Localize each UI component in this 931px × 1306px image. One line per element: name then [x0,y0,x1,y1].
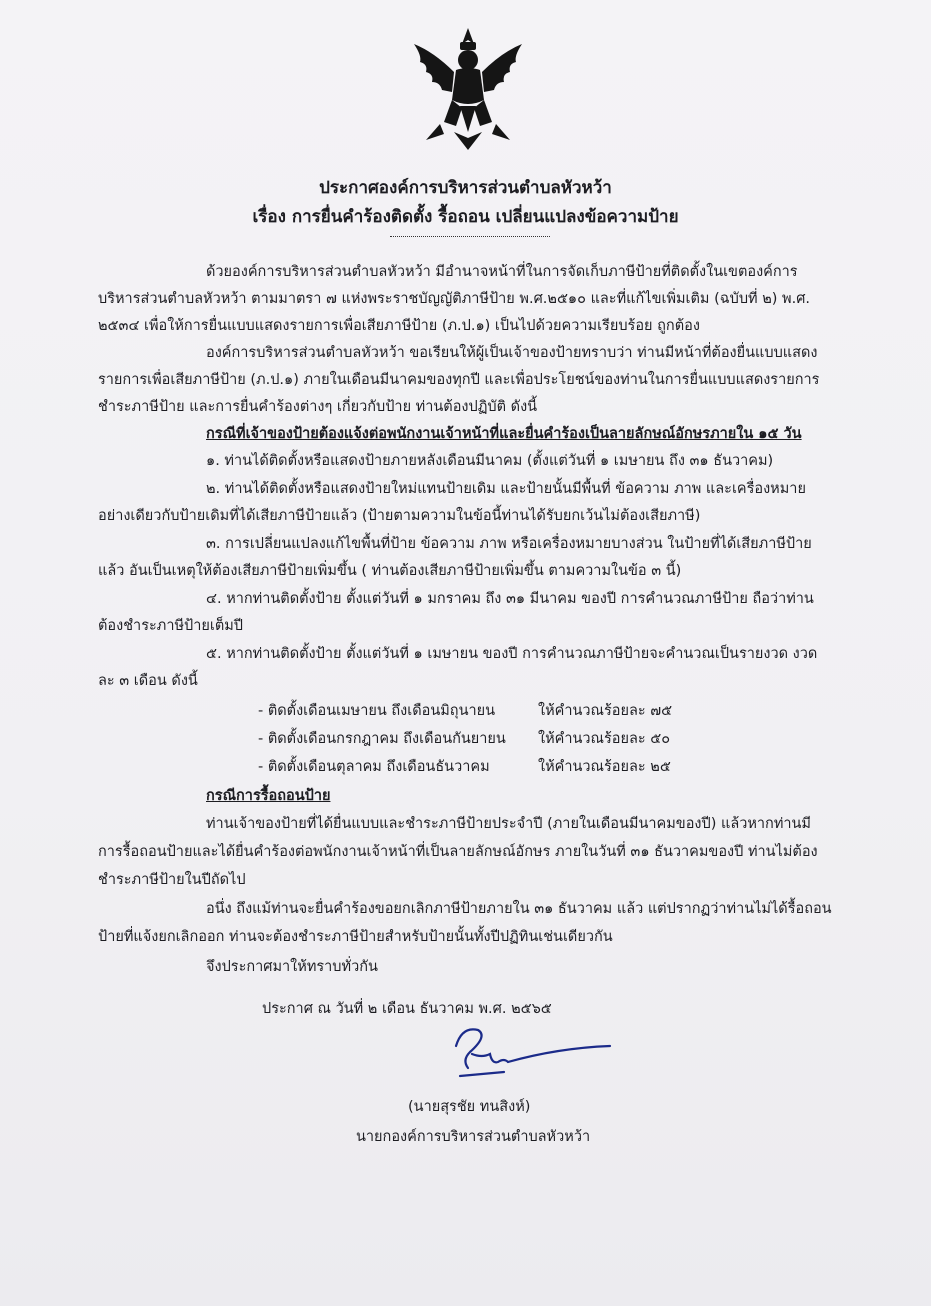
schedule-rate-3: ให้คำนวณร้อยละ ๒๕ [538,759,671,775]
closing-line: จึงประกาศมาให้ทราบทั่วกัน [206,959,378,975]
notice-line-2: รายการเพื่อเสียภาษีป้าย (ภ.ป.๑) ภายในเดือนมีนาคมของทุกปี และเพื่อประโยชน์ของท่านในการยื่นแบบแสดงรายการ [98,372,820,388]
item-4-line-2: ต้องชำระภาษีป้ายเต็มปี [98,618,243,634]
case2-heading: กรณีการรื้อถอนป้าย [206,788,331,804]
item-4-line-1: ๔. หากท่านติดตั้งป้าย ตั้งแต่วันที่ ๑ มกราคม ถึง ๓๑ มีนาคม ของปี การคำนวณภาษีป้าย ถือว่าท่าน [206,591,814,607]
removal-line-2: การรื้อถอนป้ายและได้ยื่นคำร้องต่อพนักงานเจ้าหน้าที่เป็นลายลักษณ์อักษร ภายในวันที่ ๓๑ ธันวาคมของปี ท่านไม่ต้อง [98,844,818,860]
case1-heading: กรณีที่เจ้าของป้ายต้องแจ้งต่อพนักงานเจ้าหน้าที่และยื่นคำร้องเป็นลายลักษณ์อักษรภายใน ๑๕ วัน [206,426,802,442]
item-5-line-1: ๕. หากท่านติดตั้งป้าย ตั้งแต่วันที่ ๑ เมษายน ของปี การคำนวณภาษีป้ายจะคำนวณเป็นรายงวด งวด [206,646,818,662]
item-3-line-1: ๓. การเปลี่ยนแปลงแก้ไขพื้นที่ป้าย ข้อความ ภาพ หรือเครื่องหมายบางส่วน ในป้ายที่ได้เสียภาษีป้าย [206,536,812,552]
schedule-period-2: - ติดตั้งเดือนกรกฎาคม ถึงเดือนกันยายน [258,731,506,747]
intro-line-1: ด้วยองค์การบริหารส่วนตำบลหัวหว้า มีอำนาจหน้าที่ในการจัดเก็บภาษีป้ายที่ติดตั้งในเขตองค์การ [206,264,798,280]
schedule-period-1: - ติดตั้งเดือนเมษายน ถึงเดือนมิถุนายน [258,703,496,719]
item-1: ๑. ท่านได้ติดตั้งหรือแสดงป้ายภายหลังเดือนมีนาคม (ตั้งแต่วันที่ ๑ เมษายน ถึง ๓๑ ธันวาคม) [206,453,774,469]
announcement-title: ประกาศองค์การบริหารส่วนตำบลหัวหว้า [319,178,612,198]
schedule-rate-2: ให้คำนวณร้อยละ ๕๐ [538,731,671,747]
item-2-line-1: ๒. ท่านได้ติดตั้งหรือแสดงป้ายใหม่แทนป้ายเดิม และป้ายนั้นมีพื้นที่ ข้อความ ภาพ และเครื่องหมาย [206,481,806,497]
garuda-emblem-icon [404,22,532,154]
item-2-line-2: อย่างเดียวกับป้ายเดิมที่ได้เสียภาษีป้ายแล้ว (ป้ายตามความในข้อนี้ท่านได้รับยกเว้นไม่ต้องเสียภาษี) [98,508,701,524]
removal-line-3: ชำระภาษีป้ายในปีถัดไป [98,872,246,888]
schedule-period-3: - ติดตั้งเดือนตุลาคม ถึงเดือนธันวาคม [258,759,490,775]
notice-line-1: องค์การบริหารส่วนตำบลหัวหว้า ขอเรียนให้ผู้เป็นเจ้าของป้ายทราบว่า ท่านมีหน้าที่ต้องยื่นแบบแสดง [206,345,818,361]
removal-line-1: ท่านเจ้าของป้ายที่ได้ยื่นแบบและชำระภาษีป้ายประจำปี (ภายในเดือนมีนาคมของปี) แล้วหากท่านมี [206,816,811,832]
notice-line-3: ชำระภาษีป้าย และการยื่นคำร้องต่างๆ เกี่ยวกับป้าย ท่านต้องปฏิบัติ ดังนี้ [98,399,538,415]
item-3-line-2: แล้ว อันเป็นเหตุให้ต้องเสียภาษีป้ายเพิ่มขึ้น ( ท่านต้องเสียภาษีป้ายเพิ่มขึ้น ตามความในข้อ ๓ นี้) [98,563,682,579]
note-line-1: อนึ่ง ถึงแม้ท่านจะยื่นคำร้องขอยกเลิกภาษีป้ายภายใน ๓๑ ธันวาคม แล้ว แต่ปรากฏว่าท่านไม่ได้รื้อถอน [206,901,832,917]
announcement-subject: เรื่อง การยื่นคำร้องติดตั้ง รื้อถอน เปลี่ยนแปลงข้อความป้าย [252,207,679,227]
note-line-2: ป้ายที่แจ้งยกเลิกออก ท่านจะต้องชำระภาษีป้ายสำหรับป้ายนั้นทั้งปีปฏิทินเช่นเดียวกัน [98,929,613,945]
signer-position: นายกองค์การบริหารส่วนตำบลหัวหว้า [356,1129,591,1145]
dotted-divider [390,236,550,237]
handwritten-signature-icon [448,1018,618,1090]
signer-name: (นายสุรชัย ทนสิงห์) [408,1099,531,1115]
intro-line-2: บริหารส่วนตำบลหัวหว้า ตามมาตรา ๗ แห่งพระราชบัญญัติภาษีป้าย พ.ศ.๒๕๑๐ และที่แก้ไขเพิ่มเติม (ฉบับที่ ๒) พ.ศ. [98,291,811,307]
item-5-line-2: ละ ๓ เดือน ดังนี้ [98,673,198,689]
announcement-date: ประกาศ ณ วันที่ ๒ เดือน ธันวาคม พ.ศ. ๒๕๖๕ [262,1001,552,1017]
schedule-rate-1: ให้คำนวณร้อยละ ๗๕ [538,703,673,719]
intro-line-3: ๒๕๓๔ เพื่อให้การยื่นแบบแสดงรายการเพื่อเสียภาษีป้าย (ภ.ป.๑) เป็นไปด้วยความเรียบร้อย ถูกต้อง [98,318,700,334]
